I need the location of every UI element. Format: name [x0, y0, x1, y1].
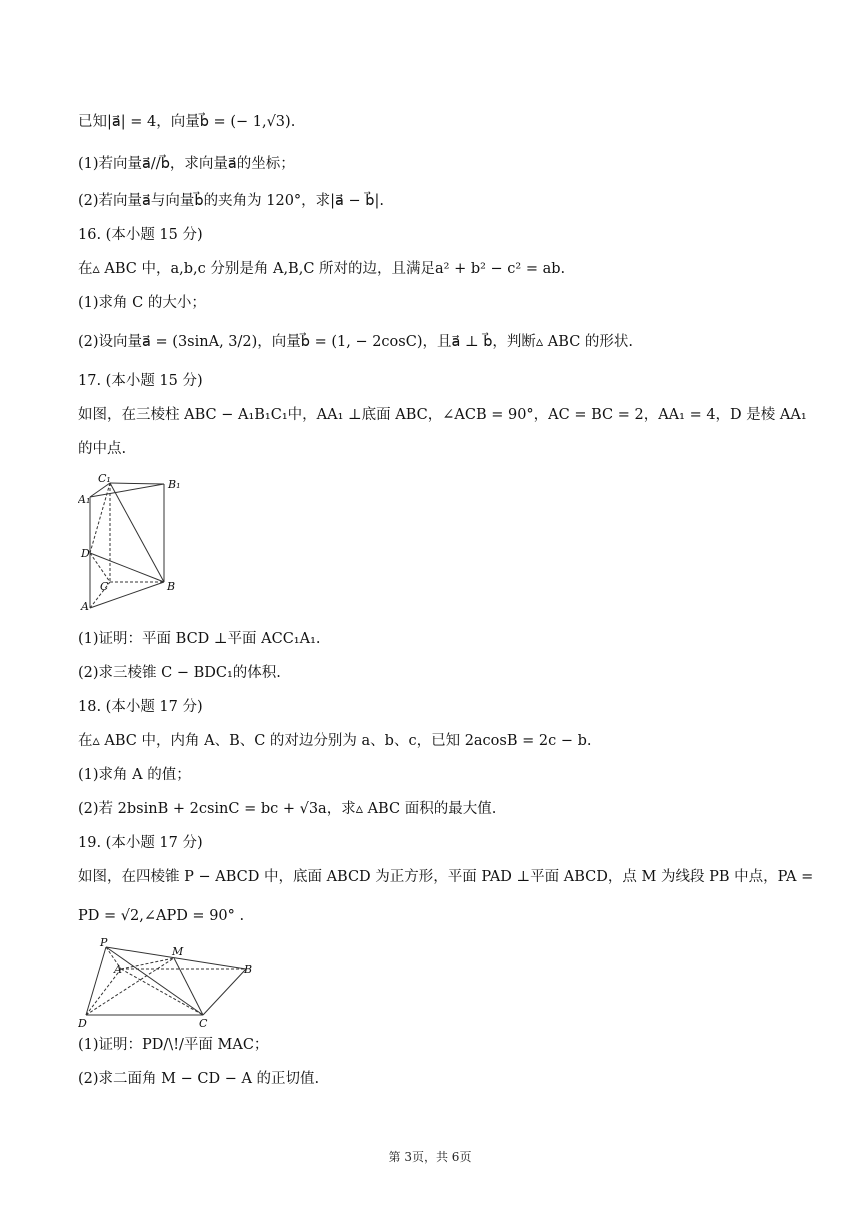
q16-part1: (1)求角 C 的大小；: [78, 295, 206, 311]
label-p: P: [100, 937, 108, 949]
q16-text: 在▵ ABC 中，a,b,c 分别是角 A,B,C 所对的边，且满足a² + b² − c² = ab.: [78, 261, 566, 277]
label-a: A: [114, 963, 122, 976]
label-b: B: [167, 580, 176, 593]
q16-part2: (2)设向量a⃗ = (3sinA, 3/2)，向量b⃗ = (1, − 2cosC)，且a⃗ ⊥ b⃗，判断▵ ABC 的形状.: [78, 334, 634, 350]
label-c1: C₁: [98, 472, 111, 485]
label-d: D: [81, 547, 90, 560]
q17-heading: 17. (本小题 15 分): [78, 373, 203, 389]
label-a1: A₁: [78, 493, 91, 506]
q19-text-line1: 如图，在四棱锥 P − ABCD 中，底面 ABCD 为正方形，平面 PAD ⊥平面 ABCD，点 M 为线段 PB 中点，PA =: [78, 869, 814, 885]
q17-part2: (2)求三棱锥 C − BDC₁的体积.: [78, 665, 281, 681]
q17-text-line1: 如图，在三棱柱 ABC − A₁B₁C₁中，AA₁ ⊥底面 ABC，∠ACB = 90°，AC = BC = 2，AA₁ = 4，D 是棱 AA₁: [78, 407, 807, 423]
label-c: C: [199, 1017, 208, 1029]
q18-part1: (1)求角 A 的值；: [78, 767, 191, 783]
q18-text: 在▵ ABC 中，内角 A、B、C 的对边分别为 a、b、c，已知 2acosB = 2c − b.: [78, 733, 592, 749]
q17-part1: (1)证明：平面 BCD ⊥平面 ACC₁A₁.: [78, 631, 321, 647]
label-d: D: [78, 1017, 87, 1029]
q19-part1: (1)证明：PD/\!/平面 MAC；: [78, 1037, 269, 1053]
q18-part2: (2)若 2bsinB + 2csinC = bc + √3a，求▵ ABC 面积的最大值.: [78, 801, 497, 817]
q18-heading: 18. (本小题 17 分): [78, 699, 203, 715]
triangular-prism-figure: [78, 470, 188, 615]
q19-text-line2: PD = √2,∠APD = 90° .: [78, 908, 245, 924]
q15-intro: 已知|a⃗| = 4，向量b⃗ = (− 1,√3).: [78, 114, 296, 130]
label-a: A: [81, 600, 89, 613]
q15-part2: (2)若向量a⃗与向量b⃗的夹角为 120°，求|a⃗ − b⃗|.: [78, 193, 384, 209]
label-m: M: [172, 945, 184, 958]
q16-heading: 16. (本小题 15 分): [78, 227, 203, 243]
pyramid-figure: [78, 937, 258, 1029]
page-footer: 第 3页，共 6页: [388, 1150, 472, 1164]
q19-heading: 19. (本小题 17 分): [78, 835, 203, 851]
label-c: C: [100, 580, 109, 593]
label-b: B: [244, 963, 253, 976]
label-b1: B₁: [168, 478, 181, 491]
q17-text-line2: 的中点.: [78, 441, 127, 457]
q19-part2: (2)求二面角 M − CD − A 的正切值.: [78, 1071, 320, 1087]
q15-part1: (1)若向量a⃗//b⃗，求向量a⃗的坐标；: [78, 156, 295, 172]
